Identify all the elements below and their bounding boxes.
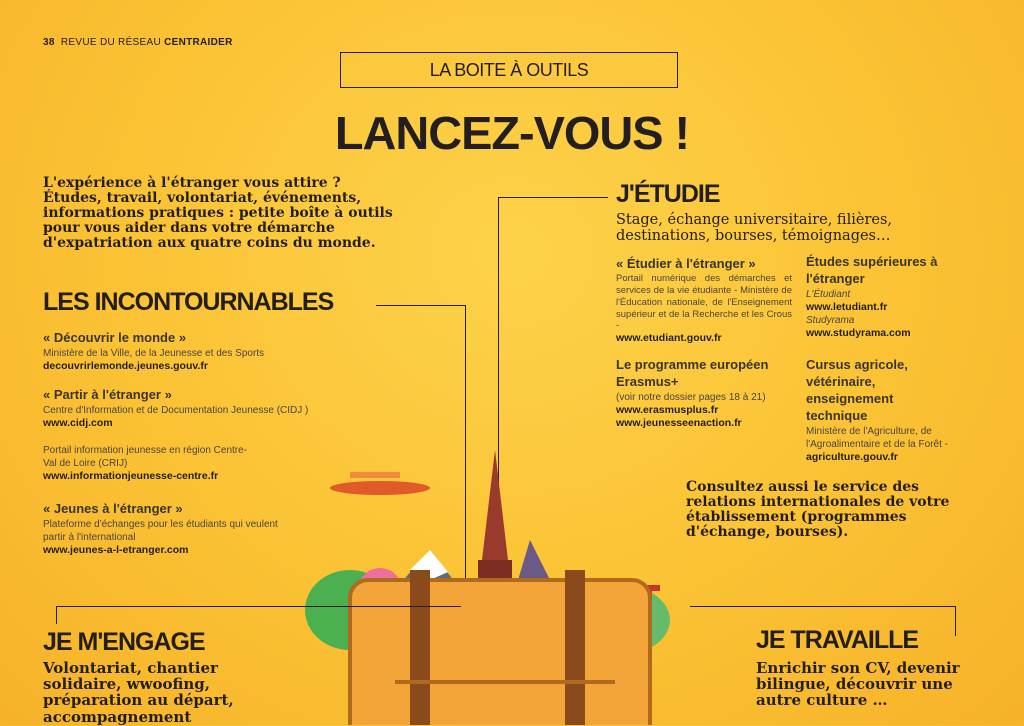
page-number: 38 [43,37,55,48]
intro-text: L'expérience à l'étranger vous attire ? Études, travail, volontariat, événements, informations pratiques : petite boîte à outils pour vous aider dans votre démarche d'expatriation aux quatre coins du monde. [43,175,393,252]
link[interactable]: decouvrirlemonde.jeunes.gouv.fr [43,359,208,372]
travaille-text: Enrichir son CV, devenir bilingue, découvrir une autre culture … [756,659,960,710]
airplane-icon [330,472,430,495]
section-label: LA BOITE À OUTILS [429,59,589,80]
etudie-note: Consultez aussi le service des relations internationales de votre établissement (programmes d'échange, bourses). [686,479,950,541]
connector-line [56,606,461,607]
connector-line [56,606,57,624]
link[interactable]: agriculture.gouv.fr [806,450,898,463]
connector-line [498,197,608,198]
link[interactable]: www.jeunesseenaction.fr [616,417,742,430]
engage-heading: JE M'ENGAGE [43,628,205,656]
page-title: LANCEZ-VOUS ! [334,107,690,159]
link[interactable]: www.letudiant.fr [806,300,888,313]
etudie-heading: J'ÉTUDIE [616,180,720,208]
link[interactable]: www.erasmusplus.fr [616,403,719,416]
connector-line [955,606,956,636]
list-item: Le programme européen Erasmus+ (voir notre dossier pages 18 à 21) www.erasmusplus.fr www.jeunesseenaction.fr [616,357,796,431]
list-item: Cursus agricole, vétérinaire, enseignement technique Ministère de l'Agriculture, de l'Agroalimentaire et de la Forêt - agriculture.gouv.fr [806,357,981,464]
engage-text: Volontariat, chantier solidaire, wwoofing, préparation au départ, accompagnement [43,659,234,726]
link[interactable]: www.jeunes-a-l-etranger.com [43,543,189,556]
link[interactable]: www.cidj.com [43,416,113,429]
page-header [43,37,233,48]
suitcase-icon [350,570,650,725]
link[interactable]: www.informationjeunesse-centre.fr [43,470,219,482]
list-item: « Jeunes à l'étranger » Plateforme d'échanges pour les étudiants qui veulent partir à l'international www.jeunes-a-l-etranger.com [43,501,283,558]
revue-name: REVUE DU RÉSEAU [60,37,161,48]
travaille-heading: JE TRAVAILLE [756,626,919,654]
list-item: Portail information jeunesse en région Centre-Val de Loire (CRIJ) www.informationjeunesse-centre.fr [43,444,253,484]
section-label-box [340,52,678,88]
etudie-subtitle: Stage, échange universitaire, filières, destinations, bourses, témoignages… [616,212,893,244]
link[interactable]: www.studyrama.com [806,327,911,340]
list-item: « Étudier à l'étranger » Portail numérique des démarches et services de la vie étudiante - Ministère de l'Éducation nationale, de l'Enseignement supérieur et de la Recherche et les Crous - www.etudiant.gouv.fr [616,256,792,345]
list-item: Études supérieures à l'étranger L'Étudiant www.letudiant.fr Studyrama www.studyrama.com [806,254,976,341]
list-item: « Découvrir le monde » Ministère de la Ville, de la Jeunesse et des Sports decouvrirlemonde.jeunes.gouv.fr [43,330,373,374]
link[interactable]: www.etudiant.gouv.fr [616,332,722,345]
connector-line [376,305,466,306]
list-item: « Partir à l'étranger » Centre d'Information et de Documentation Jeunesse (CIDJ ) www.cidj.com [43,387,383,431]
travel-illustration [200,440,800,725]
incontournables-heading: LES INCONTOURNABLES [43,288,334,316]
brand-name: CENTRAIDER [164,37,233,48]
connector-line [690,606,956,607]
